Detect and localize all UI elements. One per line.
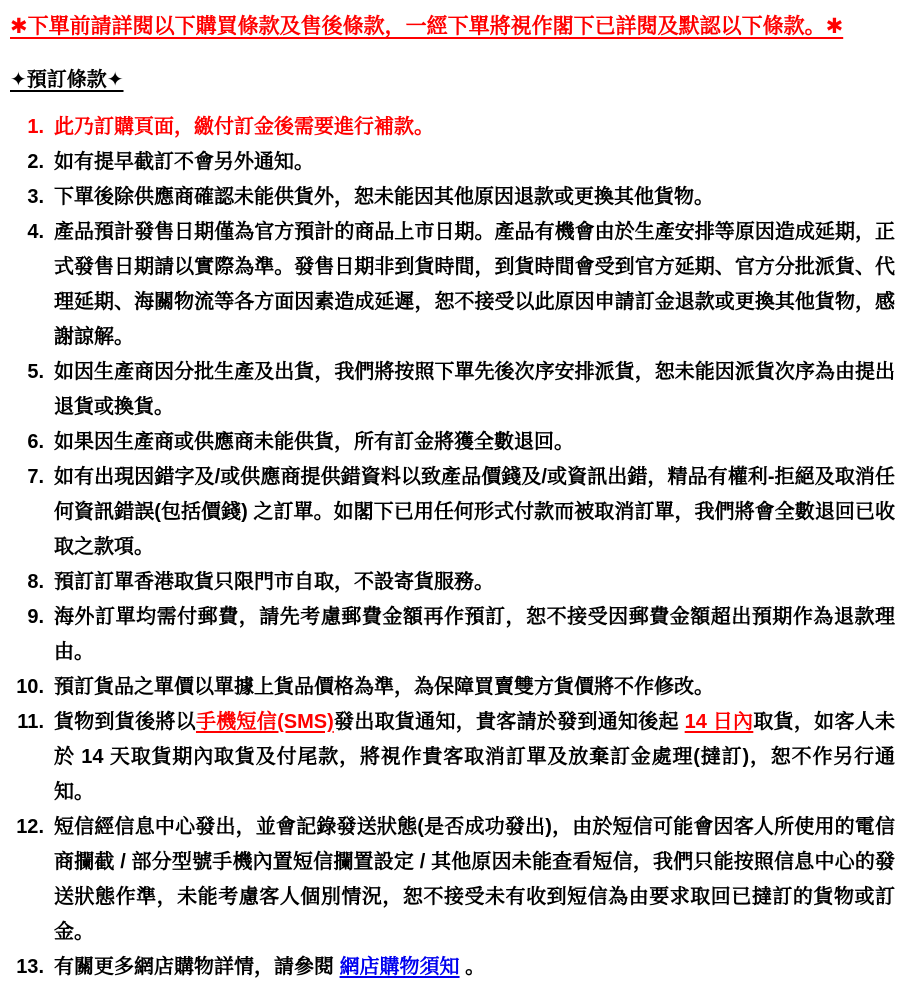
term-item-6-full-deposit-refund: 如果因生產商或供應商未能供貨，所有訂金將獲全數退回。 (54, 431, 574, 453)
preorder-terms-section-title: ✦預訂條款✦ (10, 69, 124, 91)
term-11-text-part-1: 貨物到貨後將以 (54, 711, 196, 733)
term-13-text-part-2: 。 (459, 956, 486, 978)
term-item-11-sms-pickup-notice (10, 705, 895, 810)
term-item-13-shopping-info (10, 950, 895, 985)
purchase-terms-warning-banner: ✱下單前請詳閱以下購買條款及售後條款，一經下單將視作閣下已詳閱及默認以下條款。✱ (10, 15, 844, 38)
term-item-10-unit-price-fixed: 預訂貨品之單價以單據上貨品價格為準，為保障買賣雙方貨價將不作修改。 (54, 676, 714, 698)
term-11-text-part-2: 發出取貨通知，貴客請於發到通知後起 (333, 711, 685, 733)
term-item-1-deposit-page: 此乃訂購頁面，繳付訂金後需要進行補款。 (54, 116, 434, 138)
term-item-2-early-cutoff: 如有提早截訂不會另外通知。 (54, 151, 314, 173)
term-item-4-release-date-delay: 產品預計發售日期僅為官方預計的商品上市日期。產品有機會由於生產安排等原因造成延期，正式發售日期請以實際為準。發售日期非到貨時間，到貨時間會受到官方延期、官方分批派貨、代理延期、海關物流等各方面因素造成延遲，恕不接受以此原因申請訂金退款或更換其他貨物，感謝諒解。 (54, 221, 895, 348)
preorder-terms-list (10, 110, 895, 985)
term-item-7-pricing-error-cancellation: 如有出現因錯字及/或供應商提供錯資料以致產品價錢及/或資訊出錯，精品有權利-拒絕及取消任何資訊錯誤(包括價錢) 之訂單。如閣下已用任何形式付款而被取消訂單，我們將會全數退回已收取之款項。 (54, 466, 895, 558)
term-item-9-overseas-postage: 海外訂單均需付郵費，請先考慮郵費金額再作預訂，恕不接受因郵費金額超出預期作為退款理由。 (54, 606, 895, 663)
term-11-text-part-3: 取貨，如客人未於 14 天取貨期內取貨及付尾款，將視作貴客取消訂單及放棄訂金處理(撻訂)，恕不作另行通知。 (54, 711, 896, 803)
term-item-5-batch-shipping-order: 如因生產商因分批生產及出貨，我們將按照下單先後次序安排派貨，恕未能因派貨次序為由提出退貨或換貨。 (54, 361, 895, 418)
term-item-8-store-pickup-only: 預訂訂單香港取貨只限門市自取，不設寄貨服務。 (54, 571, 494, 593)
sms-highlight: 手機短信(SMS) (195, 711, 334, 733)
shop-notice-link[interactable]: 網店購物須知 (339, 956, 460, 978)
fourteen-days-highlight: 14 日內 (684, 711, 754, 733)
term-13-text-part-1: 有關更多網店購物詳情，請參閱 (54, 956, 340, 978)
term-item-3-no-refund-exchange: 下單後除供應商確認未能供貨外，恕未能因其他原因退款或更換其他貨物。 (54, 186, 714, 208)
term-item-12-sms-delivery-status: 短信經信息中心發出，並會記錄發送狀態(是否成功發出)，由於短信可能會因客人所使用的電信商攔截 / 部分型號手機內置短信攔置設定 / 其他原因未能查看短信，我們只能按照信息中心的發送狀態作準，未能考慮客人個別情況，恕不接受未有收到短信為由要求取回已撻訂的貨物或訂金。 (54, 816, 895, 943)
